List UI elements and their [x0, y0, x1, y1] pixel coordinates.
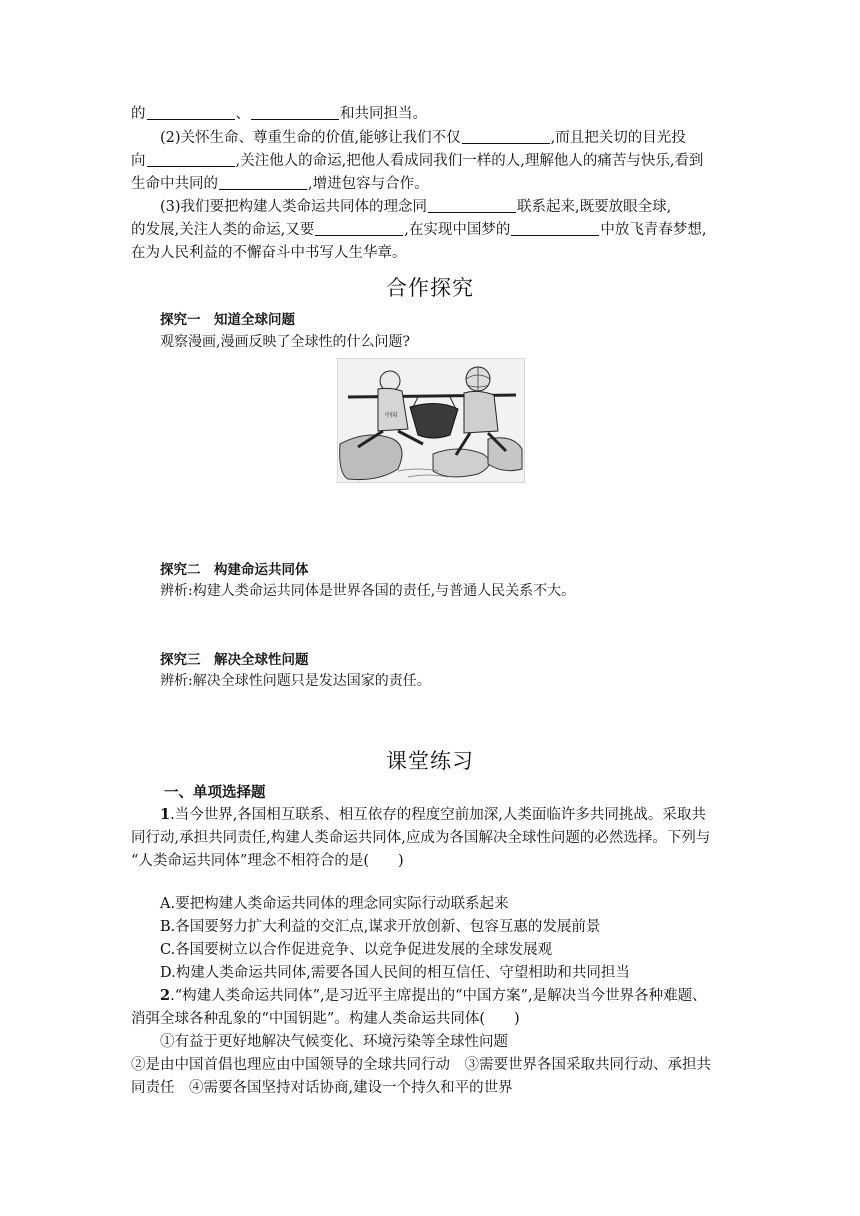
text: 的 — [131, 106, 146, 122]
text: .“构建人类命运共同体”,是习近平主席提出的“中国方案”,是解决当今世界各种难题、 — [170, 988, 707, 1004]
inquiry-heading-1: 探究一 知道全球问题 — [160, 312, 295, 328]
inquiry-question-2: 辨析:构建人类命运共同体是世界各国的责任,与普通人民关系不大。 — [160, 583, 576, 599]
text-line — [131, 219, 731, 241]
text: 的发展,关注人类的命运,又要 — [131, 222, 315, 238]
text-line — [131, 150, 731, 172]
q1-line: 同行动,承担共同责任,构建人类命运共同体,应成为各国解决全球性问题的必然选择。下列与 — [131, 830, 711, 846]
q2-option[interactable]: ①有益于更好地解决气候变化、环境污染等全球性问题 — [160, 1034, 508, 1050]
q2-option[interactable]: 同责任 ④需要各国坚持对话协商,建设一个持久和平的世界 — [131, 1080, 513, 1096]
section-title: 课堂练习 — [386, 749, 474, 773]
text: (3)我们要把构建人类命运共同体的理念同 — [160, 199, 428, 215]
inquiry-heading-3: 探究三 解决全球性问题 — [160, 652, 309, 668]
text-line — [131, 103, 731, 125]
text: 向 — [131, 153, 146, 169]
option-c[interactable]: C.各国要树立以合作促进竞争、以竞争促进发展的全球发展观 — [160, 942, 553, 958]
question-number: 2 — [160, 987, 171, 1004]
q1-line — [160, 804, 760, 826]
text: 生命中共同的 — [131, 176, 218, 192]
cartoon-label: 中国 — [385, 412, 398, 419]
text-line — [160, 127, 760, 149]
text-line — [160, 196, 760, 218]
answer-blank[interactable] — [511, 221, 599, 236]
q2-line — [160, 985, 760, 1007]
text: (2)关怀生命、尊重生命的价值,能够让我们不仅 — [160, 130, 461, 146]
q1-line: “人类命运共同体”理念不相符合的是( ) — [131, 853, 404, 869]
q2-option[interactable]: ②是由中国首倡也理应由中国领导的全球共同行动 ③需要世界各国采取共同行动、承担共 — [131, 1057, 711, 1073]
option-b[interactable]: B.各国要努力扩大利益的交汇点,谋求开放创新、包容互惠的发展前景 — [160, 919, 601, 935]
text: .当今世界,各国相互联系、相互依存的程度空前加深,人类面临许多共同挑战。采取共 — [170, 807, 706, 823]
answer-blank[interactable] — [219, 175, 307, 190]
text: ,关注他人的命运,把他人看成同我们一样的人,理解他人的痛苦与快乐,看到 — [235, 153, 704, 169]
text: ,在实现中国梦的 — [404, 222, 511, 238]
answer-blank[interactable] — [428, 198, 516, 213]
cartoon-image — [337, 358, 525, 483]
option-a[interactable]: A.要把构建人类命运共同体的理念同实际行动联系起来 — [160, 896, 509, 912]
text: ,而且把关切的目光投 — [550, 130, 686, 146]
answer-blank[interactable] — [251, 105, 339, 120]
answer-blank[interactable] — [315, 221, 403, 236]
answer-blank[interactable] — [147, 152, 235, 167]
inquiry-heading-2: 探究二 构建命运共同体 — [160, 562, 309, 578]
text: ,增进包容与合作。 — [308, 176, 429, 192]
text-line — [131, 173, 731, 195]
text-line — [131, 242, 731, 264]
question-type-heading: 一、单项选择题 — [164, 785, 266, 801]
inquiry-question-1: 观察漫画,漫画反映了全球性的什么问题? — [160, 334, 410, 350]
cartoon-illustration — [338, 359, 524, 482]
inquiry-question-3: 辨析:解决全球性问题只是发达国家的责任。 — [160, 673, 431, 689]
text: 和共同担当。 — [340, 106, 427, 122]
text: 中放飞青春梦想, — [600, 222, 707, 238]
text: 、 — [235, 106, 250, 122]
text: 联系起来,既要放眼全球, — [517, 199, 672, 215]
question-number: 1 — [160, 806, 171, 823]
answer-blank[interactable] — [462, 129, 550, 144]
text: 在为人民利益的不懈奋斗中书写人生华章。 — [131, 245, 407, 261]
answer-blank[interactable] — [147, 105, 235, 120]
section-title: 合作探究 — [386, 276, 474, 300]
q2-line: 消弭全球各种乱象的“中国钥匙”。构建人类命运共同体( ) — [131, 1011, 520, 1027]
option-d[interactable]: D.构建人类命运共同体,需要各国人民间的相互信任、守望相助和共同担当 — [160, 965, 630, 981]
